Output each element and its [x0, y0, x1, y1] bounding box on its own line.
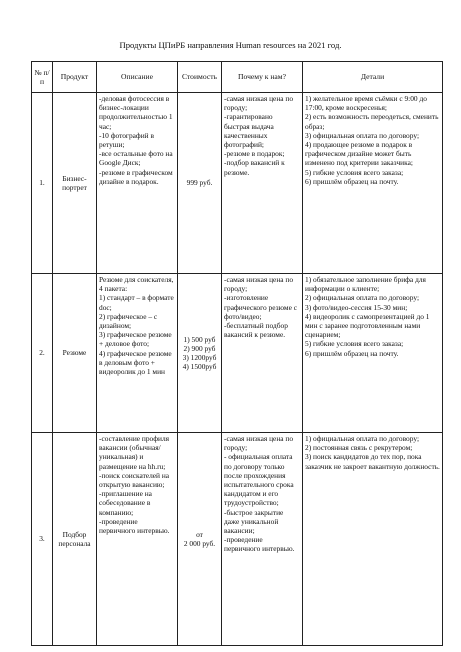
- description-line: -все остальные фото на Google Диск;: [99, 149, 173, 168]
- description-line: -резюме в графическом дизайне в подарок.: [99, 167, 173, 186]
- details-line: 6) пришлём образец на почту.: [305, 176, 399, 186]
- price-line: от: [196, 529, 203, 539]
- cell-product: Резюме: [53, 274, 97, 433]
- description-line: -10 фотографий в ретуши;: [99, 130, 154, 150]
- price-line: 999 руб.: [186, 178, 213, 188]
- details-line: 1) желательное время съёмки с 9:00 до 17:00, кроме воскресенья;: [305, 94, 427, 113]
- cell-num: 3.: [32, 433, 53, 646]
- details-line: 1) обязательное заполнение брифа для информации о клиенте;: [305, 275, 426, 294]
- description-line: Резюме для соискателя, 4 пакета:: [99, 275, 174, 294]
- details-line: 1) официальная оплата по договору;: [305, 434, 419, 443]
- price-line: 2) 900 руб: [183, 343, 216, 353]
- cell-num: 2.: [32, 274, 53, 433]
- table-header-row: [32, 62, 443, 93]
- cell-num: 1.: [32, 93, 53, 274]
- why-line: -бесплатный подбор вакансий к резюме.: [224, 321, 288, 340]
- cell-price: [178, 433, 222, 646]
- cell-product: Подбор персонала: [53, 433, 97, 646]
- description-line: 3) графическое резюме + деловое фото;: [99, 330, 172, 349]
- why-line: -самая низкая цена по городу;: [224, 94, 294, 113]
- description-line: -деловая фотосессия в бизнес-локации продолжительностью 1 час;: [99, 94, 173, 131]
- header-num: № п/п: [32, 62, 53, 93]
- details-line: 2) постоянная связь с рекрутером;: [305, 443, 413, 453]
- cell-description: [97, 93, 178, 274]
- why-line: -гарантировано быстрая выдача качественных фотографий;: [224, 112, 274, 150]
- price-line: 1) 500 руб: [183, 334, 216, 344]
- cell-why: [222, 93, 303, 274]
- description-line: -составление профиля вакансии (обычная/уникальная) и размещение на hh.ru;: [99, 434, 170, 471]
- document-title: Продукты ЦПиРБ направления Human resources на 2021 год.: [119, 40, 342, 50]
- price-line: 2 000 руб.: [183, 539, 216, 548]
- cell-details: [303, 274, 443, 433]
- details-line: 6) пришлём образец на почту.: [305, 348, 399, 358]
- cell-description: [97, 274, 178, 433]
- why-line: -изготовление графического резюме с фото/видео;: [224, 293, 298, 321]
- description-line: 1) стандарт – в формате doc;: [99, 293, 174, 312]
- description-line: 4) графическое резюме в деловым фото + видеоролик до 1 мин: [99, 348, 172, 377]
- header-description: Описание: [97, 62, 178, 93]
- why-line: - официальная оплата по договору только после прохождения испытательного срока кандидатом и его трудоустройство;: [224, 452, 294, 508]
- description-line: -поиск соискателей на открытую вакансию;: [99, 470, 170, 490]
- cell-product: Бизнес-портрет: [53, 93, 97, 274]
- cell-price: [178, 93, 222, 274]
- details-line: 3) поиск кандидатов до тех пор, пока заказчик не закроет вакантную должность.: [305, 452, 440, 471]
- products-table: [31, 61, 443, 646]
- why-line: -самая низкая цена по городу;: [224, 434, 294, 453]
- table-row: [32, 433, 443, 646]
- header-price: Стоимость: [178, 62, 222, 93]
- details-line: 5) гибкие условия всего заказа;: [305, 167, 404, 177]
- cell-why: [222, 433, 303, 646]
- cell-description: [97, 433, 178, 646]
- cell-why: [222, 274, 303, 433]
- why-line: -быстрое закрытие даже уникальной вакансии;: [224, 507, 284, 536]
- header-details: Детали: [303, 62, 443, 93]
- price-line: 3) 1200руб: [182, 353, 217, 362]
- cell-details: [303, 433, 443, 646]
- cell-price: [178, 274, 222, 433]
- details-line: 5) гибкие условия всего заказа;: [305, 339, 404, 349]
- header-why: Почему к нам?: [222, 62, 303, 93]
- description-line: -приглашение на собеседование в компанию;: [99, 489, 152, 517]
- price-line: 4) 1500руб: [182, 362, 217, 372]
- description-line: 2) графическое – с дизайном;: [99, 311, 158, 331]
- details-line: 2) есть возможность переодеться, сменить образ;: [305, 112, 439, 131]
- details-line: 3) официальная оплата по договору;: [305, 130, 419, 140]
- why-line: -проведение первичного интервью.: [224, 535, 295, 554]
- details-line: 4) видеоролик с самопрезентацией до 1 мин с заранее подготовленным нами сценарием;: [305, 311, 430, 340]
- cell-details: [303, 93, 443, 274]
- why-line: -резюме в подарок;: [224, 149, 285, 159]
- why-line: -самая низкая цена по городу;: [224, 275, 294, 294]
- details-line: 3) фото/видео-сессия 15-30 мин;: [305, 302, 408, 312]
- details-line: 4) продающее резюме в подарок в графическом дизайне может быть изменено под критерии заказчика;: [305, 140, 413, 168]
- table-row: [32, 93, 443, 274]
- table-row: [32, 274, 443, 433]
- details-line: 2) официальная оплата по договору;: [305, 293, 419, 303]
- description-line: -проведение первичного интервью.: [99, 516, 170, 536]
- why-line: -подбор вакансий к резюме.: [224, 158, 285, 177]
- header-product: Продукт: [53, 62, 97, 93]
